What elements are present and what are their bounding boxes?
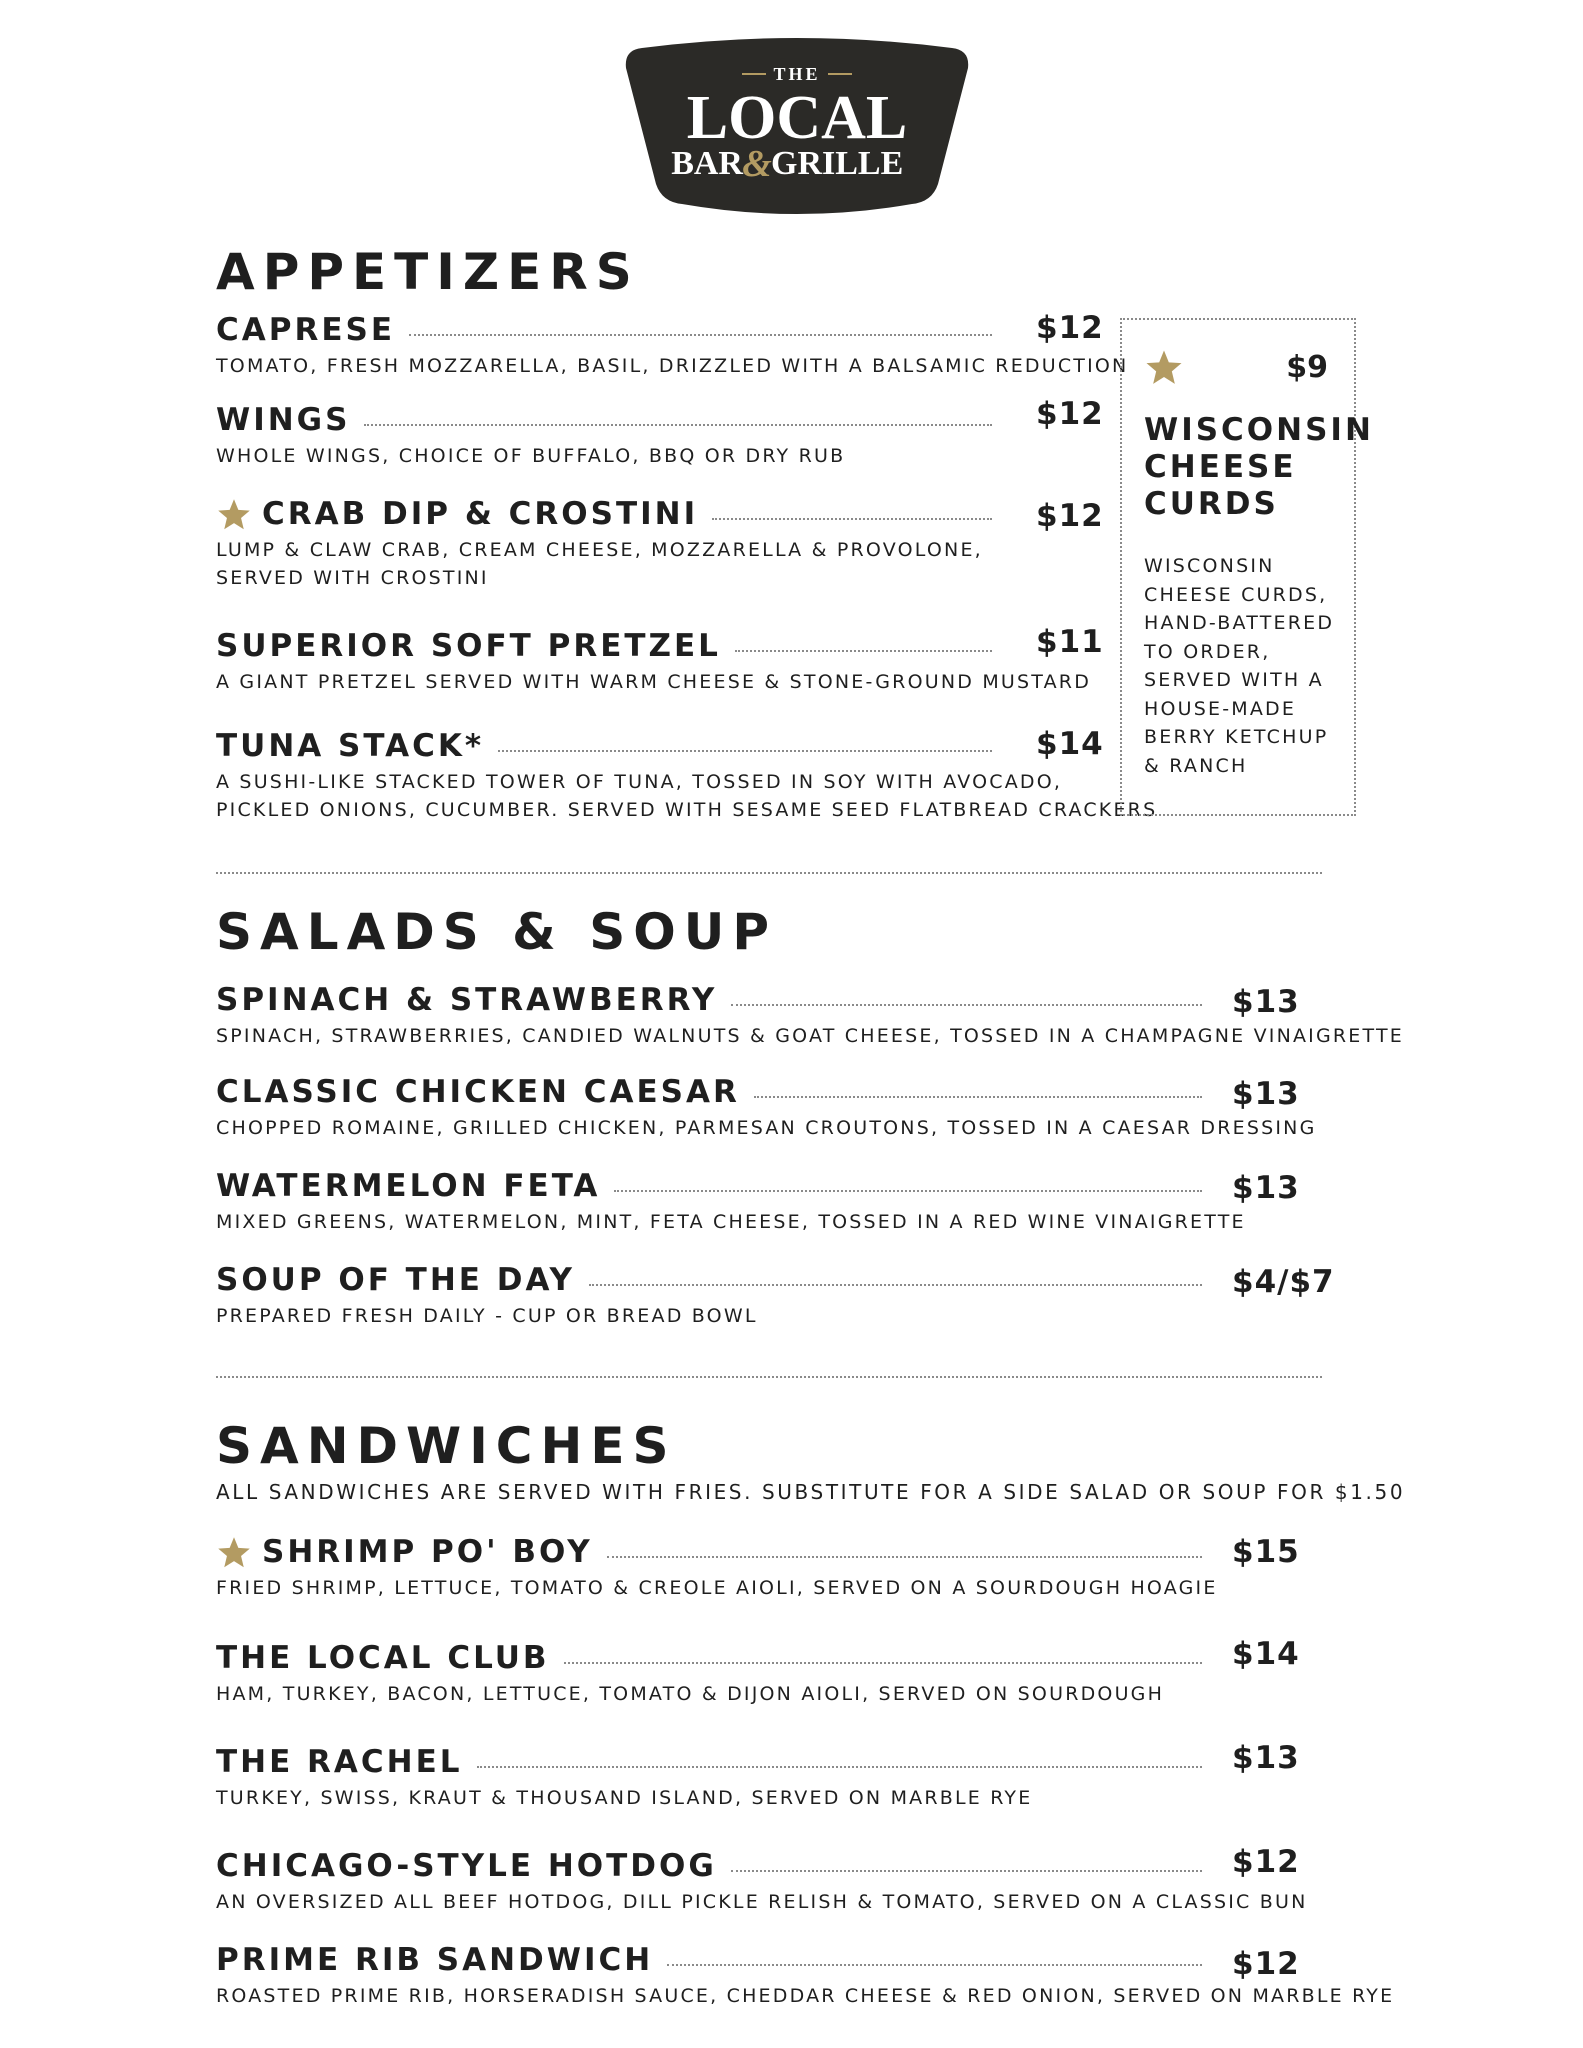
dotted-leader	[589, 1284, 1202, 1286]
dotted-leader	[667, 1964, 1202, 1966]
menu-item-shrimp-po-boy	[216, 1534, 1216, 1602]
item-price: $13	[1232, 1170, 1300, 1206]
featured-desc-line: CHEESE CURDS,	[1144, 583, 1328, 606]
item-name: CHICAGO-STYLE HOTDOG	[216, 1848, 717, 1884]
dotted-leader	[409, 334, 992, 336]
featured-description	[1144, 552, 1334, 780]
item-price: $14	[1232, 1636, 1300, 1672]
dotted-leader	[607, 1556, 1202, 1558]
featured-desc-line: SERVED WITH A	[1144, 669, 1324, 691]
item-description: CHOPPED ROMAINE, GRILLED CHICKEN, PARMESAN CROUTONS, TOSSED IN A CAESAR DRESSING	[216, 1117, 1317, 1139]
menu-item-watermelon-feta	[216, 1168, 1246, 1236]
item-description: SERVED WITH CROSTINI	[216, 567, 489, 589]
dotted-leader	[731, 1870, 1202, 1872]
item-description: PICKLED ONIONS, CUCUMBER. SERVED WITH SESAME SEED FLATBREAD CRACKERS	[216, 799, 1158, 821]
item-name: SHRIMP PO' BOY	[262, 1534, 593, 1570]
menu-item-local-club	[216, 1640, 1216, 1708]
item-description: AN OVERSIZED ALL BEEF HOTDOG, DILL PICKLE RELISH & TOMATO, SERVED ON A CLASSIC BUN	[216, 1891, 1308, 1913]
featured-item-box	[1120, 318, 1374, 816]
item-name: CLASSIC CHICKEN CAESAR	[216, 1074, 740, 1110]
item-price: $14	[1036, 726, 1104, 762]
item-name: CRAB DIP & CROSTINI	[262, 496, 699, 532]
item-price: $15	[1232, 1534, 1300, 1570]
item-name: THE LOCAL CLUB	[216, 1640, 550, 1676]
item-description: MIXED GREENS, WATERMELON, MINT, FETA CHEESE, TOSSED IN A RED WINE VINAIGRETTE	[216, 1211, 1246, 1233]
item-price: $13	[1232, 984, 1300, 1020]
item-name: CAPRESE	[216, 312, 396, 348]
item-price: $11	[1036, 624, 1104, 660]
dotted-leader	[754, 1096, 1202, 1098]
item-price: $13	[1232, 1076, 1300, 1112]
item-description: A SUSHI-LIKE STACKED TOWER OF TUNA, TOSSED IN SOY WITH AVOCADO,	[216, 771, 1063, 793]
section-title-appetizers: APPETIZERS	[216, 243, 640, 301]
featured-name-line: CURDS	[1144, 486, 1279, 522]
item-name: WINGS	[216, 402, 351, 438]
item-price: $12	[1232, 1844, 1300, 1880]
star-icon	[216, 1535, 252, 1571]
section-title-sandwiches: SANDWICHES	[216, 1417, 677, 1475]
restaurant-logo	[620, 34, 974, 220]
dotted-leader	[735, 650, 992, 652]
item-price: $13	[1232, 1740, 1300, 1776]
item-description: TURKEY, SWISS, KRAUT & THOUSAND ISLAND, SERVED ON MARBLE RYE	[216, 1787, 1033, 1809]
section-divider	[216, 872, 1322, 874]
item-price: $12	[1036, 498, 1104, 534]
item-price: $12	[1036, 310, 1104, 346]
item-description: A GIANT PRETZEL SERVED WITH WARM CHEESE & STONE-GROUND MUSTARD	[216, 671, 1092, 693]
logo-grille: GRILLE	[771, 145, 904, 182]
item-description: HAM, TURKEY, BACON, LETTUCE, TOMATO & DIJON AIOLI, SERVED ON SOURDOUGH	[216, 1683, 1165, 1705]
featured-desc-line: TO ORDER,	[1144, 640, 1271, 663]
item-name: SUPERIOR SOFT PRETZEL	[216, 628, 721, 664]
item-price: $4/$7	[1232, 1264, 1335, 1300]
dotted-leader	[614, 1190, 1202, 1192]
featured-desc-line: WISCONSIN	[1144, 555, 1275, 577]
featured-name	[1144, 412, 1374, 523]
menu-item-soup-of-the-day	[216, 1262, 1216, 1330]
item-description: LUMP & CLAW CRAB, CREAM CHEESE, MOZZARELLA & PROVOLONE,	[216, 539, 983, 561]
dotted-leader	[477, 1766, 1202, 1768]
featured-name-line: CHEESE	[1144, 449, 1297, 485]
dotted-leader	[364, 424, 992, 426]
item-description: TOMATO, FRESH MOZZARELLA, BASIL, DRIZZLED WITH A BALSAMIC REDUCTION	[216, 355, 1129, 377]
featured-desc-line: HOUSE-MADE	[1144, 697, 1297, 720]
featured-desc-line: HAND-BATTERED	[1144, 612, 1335, 634]
featured-price: $9	[1286, 350, 1328, 385]
sandwiches-note: ALL SANDWICHES ARE SERVED WITH FRIES. SUBSTITUTE FOR A SIDE SALAD OR SOUP FOR $1.50	[216, 1480, 1406, 1504]
featured-desc-line: BERRY KETCHUP	[1144, 726, 1329, 748]
item-name: SOUP OF THE DAY	[216, 1262, 575, 1298]
item-name: TUNA STACK*	[216, 728, 485, 764]
menu-item-wings	[216, 402, 1006, 470]
logo-bar: BAR	[671, 145, 743, 182]
item-description: WHOLE WINGS, CHOICE OF BUFFALO, BBQ OR DRY RUB	[216, 445, 846, 467]
item-name: SPINACH & STRAWBERRY	[216, 982, 718, 1018]
dotted-leader	[731, 1004, 1202, 1006]
section-divider	[216, 1376, 1322, 1378]
menu-item-the-rachel	[216, 1744, 1216, 1812]
dotted-leader	[498, 750, 992, 752]
logo-ampersand: &	[742, 143, 772, 185]
star-icon	[216, 497, 252, 533]
section-title-salads: SALADS & SOUP	[216, 903, 777, 961]
dotted-leader	[712, 518, 992, 520]
menu-item-crab-dip	[216, 496, 1006, 592]
item-name: WATERMELON FETA	[216, 1168, 601, 1204]
logo-badge	[620, 34, 974, 220]
item-description: ROASTED PRIME RIB, HORSERADISH SAUCE, CHEDDAR CHEESE & RED ONION, SERVED ON MARBLE RYE	[216, 1985, 1395, 2007]
item-price: $12	[1232, 1946, 1300, 1982]
item-name: THE RACHEL	[216, 1744, 463, 1780]
featured-desc-line: & RANCH	[1144, 754, 1248, 777]
item-name: PRIME RIB SANDWICH	[216, 1942, 654, 1978]
featured-name-line: WISCONSIN	[1144, 412, 1374, 448]
item-description: SPINACH, STRAWBERRIES, CANDIED WALNUTS & GOAT CHEESE, TOSSED IN A CHAMPAGNE VINAIGRETTE	[216, 1025, 1404, 1047]
item-description: PREPARED FRESH DAILY - CUP OR BREAD BOWL	[216, 1305, 758, 1327]
logo-local: LOCAL	[686, 84, 908, 152]
dotted-leader	[564, 1662, 1202, 1664]
star-icon	[1144, 348, 1184, 388]
item-price: $12	[1036, 396, 1104, 432]
logo-the: THE	[773, 64, 821, 84]
item-description: FRIED SHRIMP, LETTUCE, TOMATO & CREOLE AIOLI, SERVED ON A SOURDOUGH HOAGIE	[216, 1577, 1218, 1599]
